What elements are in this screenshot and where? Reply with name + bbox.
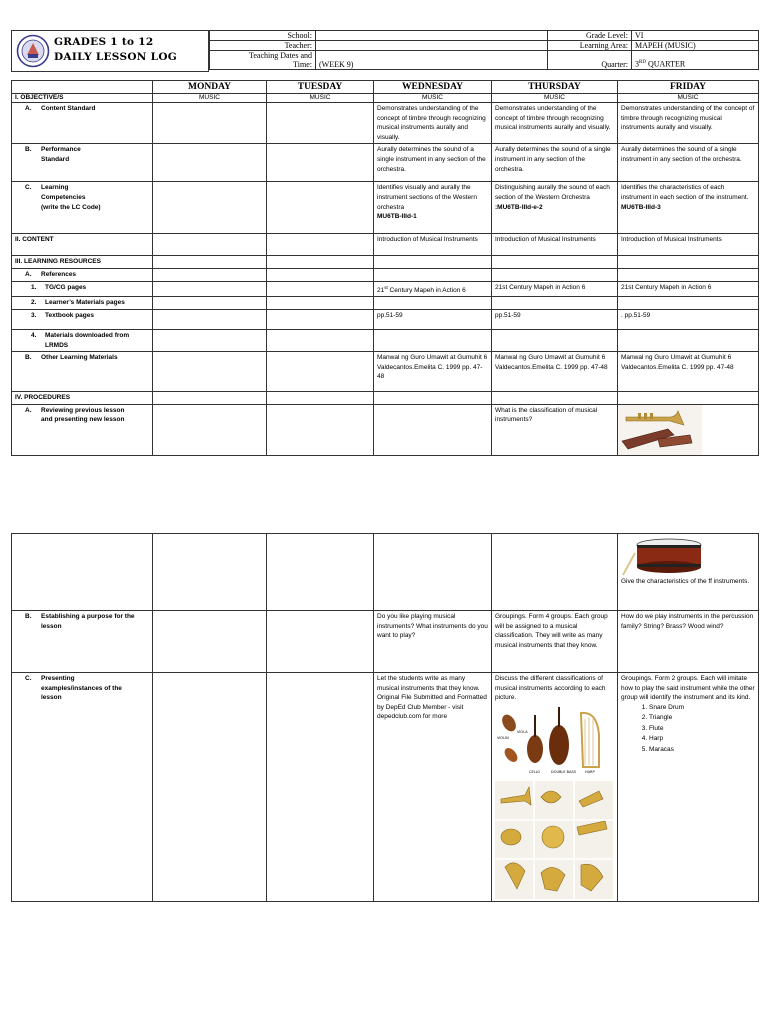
table-row xyxy=(12,281,759,297)
references-label: A. References xyxy=(12,268,153,281)
teaching-dates-label: Teaching Dates and Time: xyxy=(210,51,316,70)
snare-drum-picture xyxy=(621,535,713,577)
subject-thursday: MUSIC xyxy=(492,94,618,103)
cell-monday[interactable] xyxy=(153,309,267,329)
grade-level-value[interactable]: VI xyxy=(632,31,759,41)
establishing-thursday[interactable]: Groupings. Form 4 groups. Each group will be assigned to a musical classification. They will write as many musical instruments that they know. xyxy=(492,611,618,673)
list-item: 4. Harp xyxy=(649,734,755,745)
tg-pages-friday[interactable]: 21st Century Mapeh in Action 6 xyxy=(618,281,759,297)
table-row xyxy=(12,256,759,269)
performance-standard-label: B. Performance Standard xyxy=(12,144,153,182)
competencies-friday[interactable]: Identifies the characteristics of each instrument in each section of the instrument. MU6TB-IIId-3 xyxy=(618,182,759,234)
cell-monday[interactable] xyxy=(153,404,267,455)
textbook-pages-wednesday[interactable]: pp.51-59 xyxy=(374,309,492,329)
cell-monday[interactable] xyxy=(153,673,267,902)
header-info-table xyxy=(209,30,759,70)
presenting-label: C. Presenting examples/instances of the lesson xyxy=(12,673,153,902)
section-resources: III. LEARNING RESOURCES xyxy=(12,256,153,269)
reviewing-thursday[interactable]: What is the classification of musical instruments? xyxy=(492,404,618,455)
content-standard-friday[interactable]: Demonstrates understanding of the concept of timbre through recognizing musical instruments aurally and visually. xyxy=(618,103,759,144)
establishing-label: B. Establishing a purpose for the lesson xyxy=(12,611,153,673)
list-item: 1. Snare Drum xyxy=(649,703,755,714)
table-row xyxy=(12,352,759,392)
day-header-friday: FRIDAY xyxy=(618,81,759,94)
day-header-tuesday: TUESDAY xyxy=(267,81,374,94)
content-standard-label: A. Content Standard xyxy=(12,103,153,144)
school-label: School: xyxy=(210,31,316,41)
tg-pages-wednesday[interactable]: 21st Century Mapeh in Action 6 xyxy=(374,281,492,297)
cell-monday[interactable] xyxy=(153,182,267,234)
other-materials-wednesday[interactable]: Manwal ng Guro Umawit at Gumuhit 6 Valdecantos.Emelita C. 1999 pp. 47-48 xyxy=(374,352,492,392)
cell-monday[interactable] xyxy=(153,281,267,297)
establishing-friday[interactable]: How do we play instruments in the percussion family? String? Brass? Wood wind? xyxy=(618,611,759,673)
violin-picture-label: VIOLIN xyxy=(497,735,509,740)
teacher-label: Teacher: xyxy=(210,41,316,51)
table-row xyxy=(12,268,759,281)
table-row xyxy=(12,329,759,351)
day-header-thursday: THURSDAY xyxy=(492,81,618,94)
competencies-thursday[interactable]: Distinguishing aurally the sound of each section of the Western Orchestra :MU6TB-IIId-e-2 xyxy=(492,182,618,234)
cell-tuesday[interactable] xyxy=(267,534,374,611)
subject-wednesday: MUSIC xyxy=(374,94,492,103)
content-standard-wednesday[interactable]: Demonstrates understanding of the concept of timbre through recognizing musical instruments aurally and visually. xyxy=(374,103,492,144)
table-row xyxy=(12,182,759,234)
table-row xyxy=(12,297,759,310)
viola-picture-label: VIOLA xyxy=(517,729,528,734)
lesson-log-table-1 xyxy=(11,80,759,456)
cell-tuesday[interactable] xyxy=(267,673,374,902)
content-thursday[interactable]: Introduction of Musical Instruments xyxy=(492,234,618,256)
cell-tuesday[interactable] xyxy=(267,309,374,329)
quarter-label: Quarter: xyxy=(548,51,632,70)
table-row xyxy=(12,234,759,256)
lm-pages-label: 2. Learner’s Materials pages xyxy=(12,297,153,310)
tg-pages-label: 1. TG/CG pages xyxy=(12,281,153,297)
performance-standard-wednesday[interactable]: Aurally determines the sound of a single instrument in any section of the orchestra. xyxy=(374,144,492,182)
cell-monday[interactable] xyxy=(153,611,267,673)
section-content: II. CONTENT xyxy=(12,234,153,256)
list-item: 2. Triangle xyxy=(649,713,755,724)
section-procedures: IV. PROCEDURES xyxy=(12,392,153,405)
school-value[interactable] xyxy=(316,31,548,41)
tg-pages-thursday[interactable]: 21st Century Mapeh in Action 6 xyxy=(492,281,618,297)
competencies-label: C. Learning Competencies (write the LC Code) xyxy=(12,182,153,234)
cell-tuesday[interactable] xyxy=(267,404,374,455)
establishing-wednesday[interactable]: Do you like playing musical instruments? What instruments do you want to play? xyxy=(374,611,492,673)
cell-tuesday[interactable] xyxy=(267,352,374,392)
form-title-line1: GRADES 1 to 12 xyxy=(54,36,154,48)
table-row xyxy=(12,404,759,455)
competencies-wednesday[interactable]: Identifies visually and aurally the instrument sections of the Western orchestra MU6TB-IIId-1 xyxy=(374,182,492,234)
subject-tuesday: MUSIC xyxy=(267,94,374,103)
presenting-wednesday[interactable]: Let the students write as many musical instruments that they know. Original File Submitted and Formatted by DepEd Club Member - visit depedclub.com for more xyxy=(374,673,492,902)
cell-thursday[interactable] xyxy=(492,534,618,611)
teacher-value[interactable] xyxy=(316,41,548,51)
form-title-box xyxy=(11,30,209,72)
other-materials-friday[interactable]: Manwal ng Guro Umawit at Gumuhit 6 Valdecantos.Emelita C. 1999 pp. 47-48 xyxy=(618,352,759,392)
other-materials-label: B. Other Learning Materials xyxy=(12,352,153,392)
quarter-value[interactable]: 3RD QUARTER xyxy=(632,51,759,70)
content-standard-thursday[interactable]: Demonstrates understanding of the concept of timbre through recognizing musical instruments aurally and visually. xyxy=(492,103,618,144)
list-item: 5. Maracas xyxy=(649,745,755,756)
subject-monday: MUSIC xyxy=(153,94,267,103)
teaching-dates-value[interactable]: (WEEK 9) xyxy=(316,51,548,70)
other-materials-thursday[interactable]: Manwal ng Guro Umawit at Gumuhit 6 Valdecantos.Emelita C. 1999 pp. 47-48 xyxy=(492,352,618,392)
cell-tuesday[interactable] xyxy=(267,182,374,234)
deped-seal-icon xyxy=(16,34,50,68)
section-objectives: I. OBJECTIVE/S xyxy=(12,94,153,103)
performance-standard-thursday[interactable]: Aurally determines the sound of a single instrument in any section of the orchestra. xyxy=(492,144,618,182)
day-header-monday: MONDAY xyxy=(153,81,267,94)
form-title-line2: DAILY LESSON LOG xyxy=(54,51,178,63)
content-wednesday[interactable]: Introduction of Musical Instruments xyxy=(374,234,492,256)
textbook-pages-label: 3. Textbook pages xyxy=(12,309,153,329)
cell-monday[interactable] xyxy=(153,534,267,611)
cell-monday[interactable] xyxy=(153,352,267,392)
content-friday[interactable]: Introduction of Musical Instruments xyxy=(618,234,759,256)
cell-tuesday[interactable] xyxy=(267,611,374,673)
cell-wednesday[interactable] xyxy=(374,404,492,455)
instrument-list xyxy=(621,703,755,756)
subject-row xyxy=(12,94,759,103)
reviewing-label: A. Reviewing previous lesson and presenting new lesson xyxy=(12,404,153,455)
table-row xyxy=(12,103,759,144)
presenting-friday[interactable]: Groupings. Form 2 groups. Each will imitate how to play the said instrument while the other group will identify the instrument and its kind. 1. Snare Drum 2. Triangle 3. Flute 4. Harp 5. Maracas xyxy=(618,673,759,902)
table-row xyxy=(12,392,759,405)
corner-cell xyxy=(12,81,153,94)
brass-instruments-picture xyxy=(495,781,613,899)
cell-tuesday[interactable] xyxy=(267,144,374,182)
subject-friday: MUSIC xyxy=(618,94,759,103)
performance-standard-friday[interactable]: Aurally determines the sound of a single instrument in any section of the orchestra. xyxy=(618,144,759,182)
table-row xyxy=(12,144,759,182)
cell-tuesday[interactable] xyxy=(267,281,374,297)
string-instruments-picture xyxy=(495,705,607,777)
presenting-thursday[interactable]: Discuss the different classifications of musical instruments according to each picture. VIOLIN VIOLA CELLO DOUBLE BASS HARP xyxy=(492,673,618,902)
day-header-row xyxy=(12,81,759,94)
grade-level-label: Grade Level: xyxy=(548,31,632,41)
cell-label xyxy=(12,534,153,611)
cell-wednesday[interactable] xyxy=(374,534,492,611)
cell-tuesday[interactable] xyxy=(267,234,374,256)
table-row xyxy=(12,673,759,902)
learning-area-value[interactable]: MAPEH (MUSIC) xyxy=(632,41,759,51)
textbook-pages-friday[interactable]: . pp.51-59 xyxy=(618,309,759,329)
lrmds-label: 4. Materials downloaded from LRMDS xyxy=(12,329,153,351)
learning-area-label: Learning Area: xyxy=(548,41,632,51)
list-item: 3. Flute xyxy=(649,724,755,735)
day-header-wednesday: WEDNESDAY xyxy=(374,81,492,94)
textbook-pages-thursday[interactable]: pp.51-59 xyxy=(492,309,618,329)
reviewing-friday-caption: Give the characteristics of the ff instruments. xyxy=(621,578,750,585)
cell-monday[interactable] xyxy=(153,234,267,256)
table-row xyxy=(12,309,759,329)
table-row xyxy=(12,611,759,673)
harp-picture-label: HARP xyxy=(585,769,595,774)
cello-picture-label: CELLO xyxy=(529,769,541,774)
table-row xyxy=(12,534,759,611)
trumpet-and-woodblock-picture xyxy=(618,405,702,455)
cell-monday[interactable] xyxy=(153,144,267,182)
reviewing-friday[interactable] xyxy=(618,404,759,455)
cell-monday[interactable] xyxy=(153,103,267,144)
lesson-log-table-2 xyxy=(11,533,759,902)
cell-tuesday[interactable] xyxy=(267,103,374,144)
double-bass-picture-label: DOUBLE BASS xyxy=(551,769,576,774)
reviewing-friday-continued[interactable] xyxy=(618,534,759,611)
